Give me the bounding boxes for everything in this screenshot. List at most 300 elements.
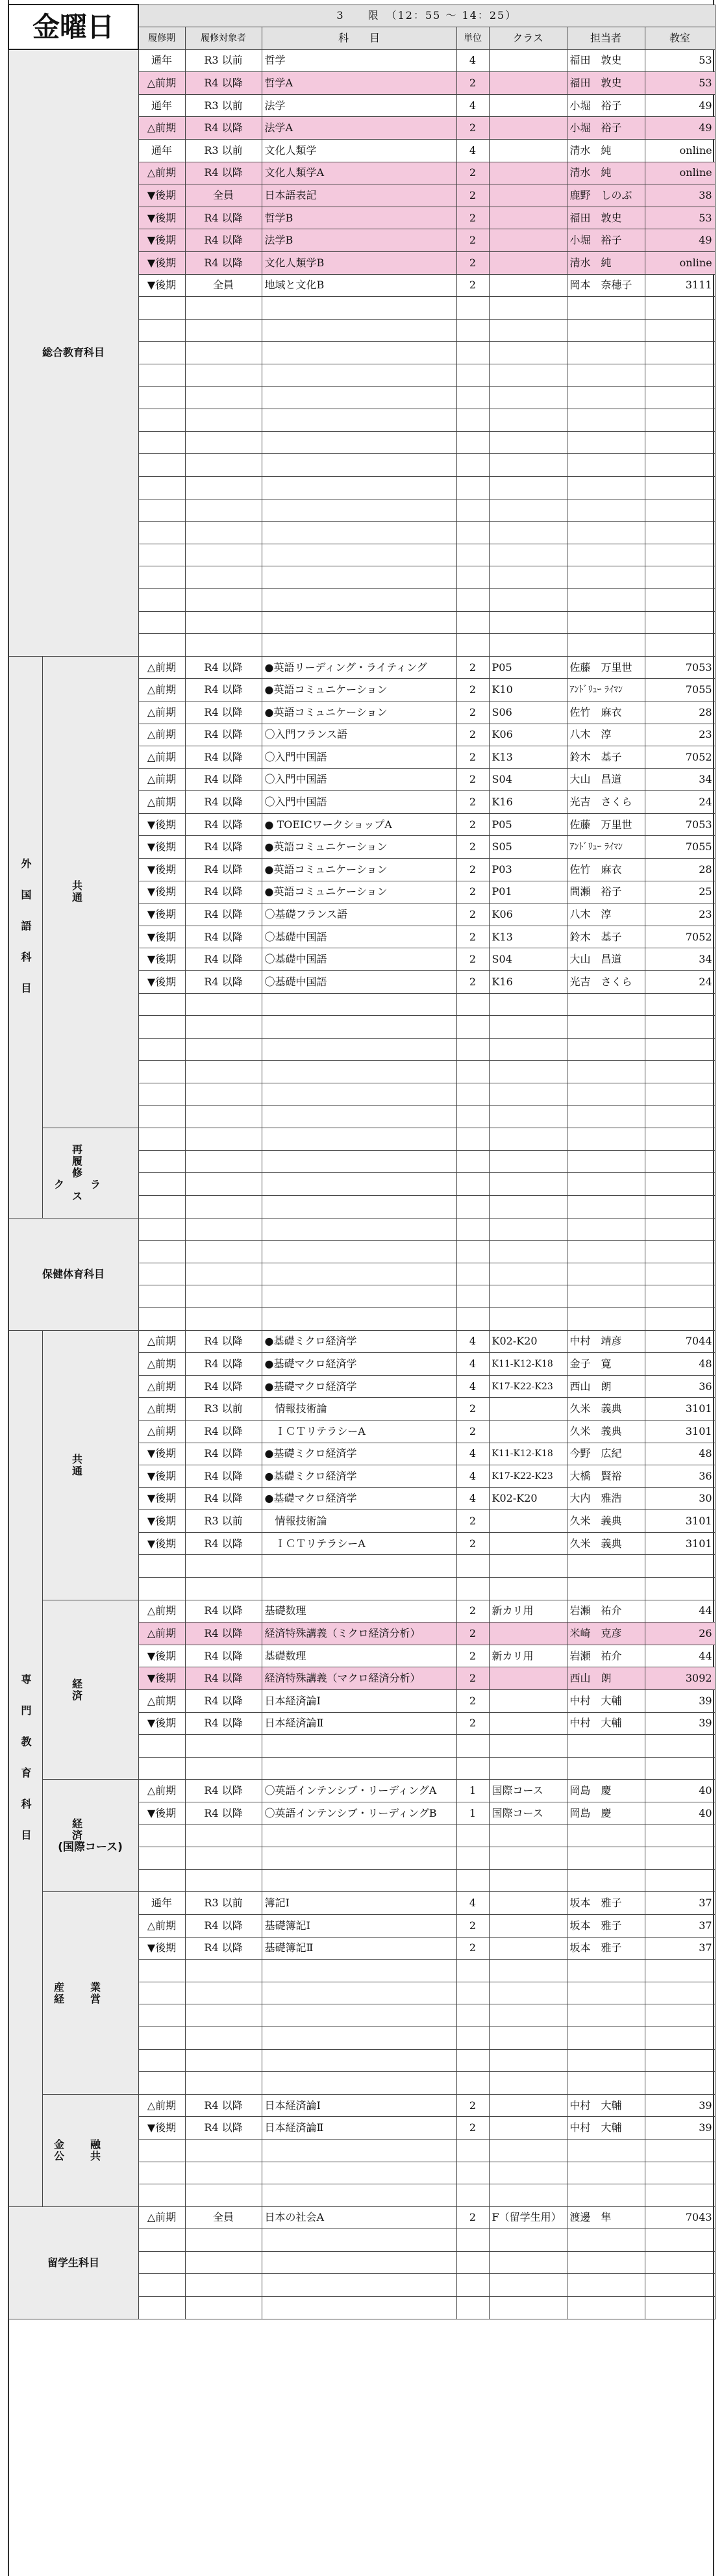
term-cell [138, 634, 185, 657]
class-cell: S05 [489, 836, 567, 859]
subsection-title [42, 1330, 145, 1600]
subject-cell [262, 1555, 456, 1578]
units-cell: 2 [456, 679, 489, 701]
target-cell [185, 1218, 262, 1241]
units-cell: 2 [456, 1623, 489, 1645]
room-cell [645, 319, 715, 342]
units-cell [456, 1285, 489, 1308]
teacher-cell: 佐藤 万里世 [567, 813, 645, 836]
term-cell: △前期 [138, 1420, 185, 1443]
room-cell [645, 993, 715, 1016]
teacher-cell [567, 2049, 645, 2072]
class-cell [489, 1420, 567, 1443]
subject-cell [262, 1083, 456, 1106]
term-cell [138, 1083, 185, 1106]
target-cell [185, 1263, 262, 1285]
room-cell: 24 [645, 971, 715, 994]
class-cell [489, 1667, 567, 1690]
units-cell [456, 1263, 489, 1285]
teacher-cell: 中村 大輔 [567, 2117, 645, 2140]
section-title-text: 外国語科目 [19, 857, 32, 1014]
room-cell: 38 [645, 184, 715, 207]
teacher-cell [567, 319, 645, 342]
term-cell [138, 409, 185, 432]
class-cell [489, 184, 567, 207]
class-cell [489, 566, 567, 589]
target-cell: R4 以降 [185, 746, 262, 769]
subject-cell [262, 1578, 456, 1600]
target-cell [185, 1061, 262, 1083]
term-cell [138, 611, 185, 634]
course-row [8, 1780, 715, 1802]
class-cell: K17-K22-K23 [489, 1465, 567, 1488]
target-cell: R4 以降 [185, 836, 262, 859]
units-cell [456, 588, 489, 611]
class-cell: K13 [489, 746, 567, 769]
term-cell: ▼後期 [138, 229, 185, 252]
target-cell: 全員 [185, 184, 262, 207]
class-cell: 国際コース [489, 1780, 567, 1802]
term-cell: ▼後期 [138, 2117, 185, 2140]
units-cell: 2 [456, 1420, 489, 1443]
target-cell: R4 以降 [185, 1645, 262, 1667]
units-cell [456, 1105, 489, 1128]
term-cell [138, 1173, 185, 1196]
units-cell [456, 2184, 489, 2207]
room-cell: 3092 [645, 1667, 715, 1690]
term-cell: △前期 [138, 1623, 185, 1645]
room-cell [645, 522, 715, 544]
teacher-cell: 佐藤 万里世 [567, 656, 645, 679]
room-cell [645, 2251, 715, 2274]
class-cell: 国際コース [489, 1802, 567, 1825]
subject-cell [262, 588, 456, 611]
units-cell: 2 [456, 1914, 489, 1937]
room-cell [645, 1285, 715, 1308]
teacher-cell: 久米 義典 [567, 1420, 645, 1443]
room-cell [645, 2004, 715, 2027]
units-cell: 4 [456, 1487, 489, 1510]
term-cell: ▼後期 [138, 1645, 185, 1667]
term-cell [138, 1960, 185, 1982]
room-cell [645, 476, 715, 499]
units-cell [456, 2274, 489, 2297]
class-cell [489, 319, 567, 342]
term-cell: ▼後期 [138, 1443, 185, 1465]
section-title [8, 1330, 42, 2206]
target-cell [185, 1038, 262, 1061]
subject-cell [262, 342, 456, 364]
units-cell: 2 [456, 1937, 489, 1960]
room-cell [645, 1173, 715, 1196]
subject-cell: 〇基礎中国語 [262, 971, 456, 994]
class-cell [489, 364, 567, 387]
teacher-cell: 小堀 裕子 [567, 117, 645, 140]
class-cell [489, 634, 567, 657]
target-cell [185, 1555, 262, 1578]
units-cell: 2 [456, 813, 489, 836]
class-cell [489, 229, 567, 252]
class-cell [489, 274, 567, 297]
target-cell: R4 以降 [185, 1690, 262, 1713]
class-cell [489, 1623, 567, 1645]
class-cell [489, 1173, 567, 1196]
target-cell: R4 以降 [185, 679, 262, 701]
teacher-cell: 光吉 さくら [567, 971, 645, 994]
room-cell: 3101 [645, 1532, 715, 1555]
term-cell: ▼後期 [138, 926, 185, 948]
target-cell: R4 以降 [185, 701, 262, 724]
teacher-cell [567, 1241, 645, 1263]
term-cell [138, 1847, 185, 1870]
target-cell [185, 1982, 262, 2004]
teacher-cell [567, 634, 645, 657]
class-cell [489, 1937, 567, 1960]
term-cell [138, 993, 185, 1016]
target-cell: R3 以前 [185, 1398, 262, 1421]
teacher-cell [567, 1263, 645, 1285]
term-cell: ▼後期 [138, 1667, 185, 1690]
target-cell: R3 以前 [185, 49, 262, 72]
room-cell [645, 611, 715, 634]
class-cell [489, 1847, 567, 1870]
target-cell [185, 1195, 262, 1218]
teacher-cell [567, 544, 645, 566]
teacher-cell [567, 1735, 645, 1758]
subject-cell: 法学A [262, 117, 456, 140]
term-cell: △前期 [138, 1353, 185, 1376]
class-cell [489, 2229, 567, 2252]
term-cell [138, 1150, 185, 1173]
target-cell: R4 以降 [185, 903, 262, 926]
teacher-cell [567, 1083, 645, 1106]
subsection-title [42, 1128, 138, 1218]
subject-cell [262, 2274, 456, 2297]
teacher-cell: 金子 寛 [567, 1353, 645, 1376]
units-cell: 2 [456, 2206, 489, 2229]
term-cell [138, 2072, 185, 2095]
target-cell [185, 409, 262, 432]
class-cell [489, 1555, 567, 1578]
units-cell: 2 [456, 1532, 489, 1555]
subject-cell [262, 2027, 456, 2049]
subsection-title-text: 再 履 修 クラス [54, 1143, 127, 1202]
target-cell: R3 以前 [185, 1892, 262, 1915]
target-cell [185, 386, 262, 409]
teacher-cell: 小堀 裕子 [567, 229, 645, 252]
room-cell [645, 1847, 715, 1870]
section-title: 総合教育科目 [8, 49, 138, 656]
target-cell: R4 以降 [185, 1937, 262, 1960]
teacher-cell: 福田 敦史 [567, 49, 645, 72]
target-cell [185, 566, 262, 589]
units-cell: 1 [456, 1802, 489, 1825]
teacher-cell: 今野 広紀 [567, 1443, 645, 1465]
units-cell [456, 319, 489, 342]
subject-cell: 文化人類学A [262, 162, 456, 184]
units-cell [456, 1016, 489, 1039]
teacher-cell: 福田 敦史 [567, 72, 645, 95]
term-cell: △前期 [138, 1330, 185, 1353]
units-cell [456, 2162, 489, 2184]
subject-cell: 哲学B [262, 207, 456, 229]
target-cell [185, 431, 262, 454]
subject-cell [262, 1960, 456, 1982]
term-cell [138, 1263, 185, 1285]
room-cell: 49 [645, 117, 715, 140]
room-cell: 25 [645, 881, 715, 903]
subject-cell [262, 2139, 456, 2162]
target-cell: R4 以降 [185, 252, 262, 275]
period-header: 3 限 （12：55 〜 14：25） [138, 5, 715, 27]
term-cell: △前期 [138, 656, 185, 679]
target-cell [185, 2251, 262, 2274]
class-cell [489, 522, 567, 544]
room-cell: 3101 [645, 1398, 715, 1421]
units-cell: 2 [456, 791, 489, 814]
teacher-cell: 鈴木 基子 [567, 746, 645, 769]
units-cell [456, 1578, 489, 1600]
units-cell [456, 297, 489, 320]
units-cell [456, 1982, 489, 2004]
class-cell: P01 [489, 881, 567, 903]
units-cell: 1 [456, 1780, 489, 1802]
class-cell [489, 1735, 567, 1758]
class-cell [489, 1960, 567, 1982]
class-cell [489, 2094, 567, 2117]
teacher-cell: 岡本 奈穂子 [567, 274, 645, 297]
room-cell [645, 454, 715, 477]
teacher-cell: 岩瀬 祐介 [567, 1645, 645, 1667]
room-cell: 28 [645, 859, 715, 881]
term-cell [138, 297, 185, 320]
target-cell: R4 以降 [185, 656, 262, 679]
units-cell [456, 2229, 489, 2252]
units-cell [456, 1173, 489, 1196]
class-cell: K13 [489, 926, 567, 948]
subject-cell: ●基礎マクロ経済学 [262, 1487, 456, 1510]
teacher-cell [567, 1105, 645, 1128]
units-cell: 2 [456, 207, 489, 229]
teacher-cell: 佐竹 麻衣 [567, 701, 645, 724]
teacher-cell [567, 364, 645, 387]
subject-cell [262, 297, 456, 320]
subject-cell [262, 1173, 456, 1196]
class-cell [489, 1307, 567, 1330]
room-cell [645, 1150, 715, 1173]
subject-cell: 〇基礎中国語 [262, 926, 456, 948]
term-cell [138, 1735, 185, 1758]
units-cell [456, 476, 489, 499]
units-cell [456, 2049, 489, 2072]
target-cell: R3 以前 [185, 140, 262, 162]
room-cell: 7055 [645, 679, 715, 701]
target-cell [185, 634, 262, 657]
subject-cell [262, 499, 456, 522]
term-cell [138, 1128, 185, 1151]
units-cell [456, 1869, 489, 1892]
term-cell: ▼後期 [138, 1937, 185, 1960]
units-cell: 2 [456, 836, 489, 859]
room-cell [645, 2274, 715, 2297]
term-cell [138, 499, 185, 522]
target-cell: R4 以降 [185, 791, 262, 814]
units-cell: 2 [456, 2094, 489, 2117]
section-title-text: 専門教育科目 [19, 1673, 32, 1861]
term-cell [138, 1016, 185, 1039]
room-cell: 44 [645, 1645, 715, 1667]
class-cell: K10 [489, 679, 567, 701]
target-cell [185, 2027, 262, 2049]
class-cell [489, 2004, 567, 2027]
units-cell [456, 2027, 489, 2049]
teacher-cell: 大山 昌道 [567, 768, 645, 791]
term-cell [138, 2162, 185, 2184]
class-cell: K11-K12-K18 [489, 1443, 567, 1465]
units-cell: 2 [456, 926, 489, 948]
term-cell: ▼後期 [138, 1465, 185, 1488]
room-cell [645, 2184, 715, 2207]
teacher-cell [567, 2229, 645, 2252]
room-cell: 3111 [645, 274, 715, 297]
term-cell: ▼後期 [138, 1487, 185, 1510]
class-cell [489, 162, 567, 184]
teacher-cell [567, 454, 645, 477]
term-cell [138, 2274, 185, 2297]
teacher-cell [567, 1038, 645, 1061]
class-cell: K06 [489, 903, 567, 926]
room-cell [645, 1105, 715, 1128]
subject-cell [262, 1128, 456, 1151]
units-cell [456, 2072, 489, 2095]
target-cell: R4 以降 [185, 724, 262, 746]
target-cell [185, 2297, 262, 2319]
room-cell [645, 1241, 715, 1263]
teacher-cell [567, 522, 645, 544]
term-cell: △前期 [138, 162, 185, 184]
room-cell: 53 [645, 207, 715, 229]
teacher-cell: 中村 靖彦 [567, 1330, 645, 1353]
term-cell [138, 2027, 185, 2049]
empty-row [8, 1128, 715, 1151]
teacher-cell [567, 1578, 645, 1600]
term-cell [138, 1241, 185, 1263]
teacher-cell: 大山 昌道 [567, 948, 645, 971]
term-cell [138, 2139, 185, 2162]
units-cell: 2 [456, 1510, 489, 1533]
room-cell [645, 1869, 715, 1892]
target-cell [185, 1105, 262, 1128]
room-cell [645, 342, 715, 364]
subsection-note: (国際コース) [58, 1841, 123, 1854]
teacher-cell: 久米 義典 [567, 1510, 645, 1533]
term-cell: ▼後期 [138, 903, 185, 926]
target-cell [185, 1825, 262, 1847]
term-cell: 通年 [138, 49, 185, 72]
teacher-cell [567, 2297, 645, 2319]
units-cell: 2 [456, 1712, 489, 1735]
units-cell: 4 [456, 1375, 489, 1398]
room-cell: 7055 [645, 836, 715, 859]
class-cell [489, 297, 567, 320]
units-cell [456, 364, 489, 387]
term-cell [138, 1578, 185, 1600]
teacher-cell [567, 588, 645, 611]
units-cell: 2 [456, 162, 489, 184]
units-cell: 2 [456, 768, 489, 791]
course-row [8, 2206, 715, 2229]
col-subject: 科 目 [262, 27, 456, 50]
subject-cell: ●英語コミュニケーション [262, 836, 456, 859]
subject-cell [262, 476, 456, 499]
subject-cell: ＩＣＴリテラシーA [262, 1532, 456, 1555]
course-row [8, 49, 715, 72]
class-cell [489, 1712, 567, 1735]
teacher-cell [567, 386, 645, 409]
units-cell [456, 1061, 489, 1083]
subject-cell [262, 1038, 456, 1061]
units-cell [456, 1083, 489, 1106]
subject-cell [262, 2229, 456, 2252]
class-cell [489, 342, 567, 364]
class-cell [489, 1869, 567, 1892]
room-cell: 28 [645, 701, 715, 724]
class-cell [489, 544, 567, 566]
target-cell [185, 319, 262, 342]
subject-cell: 法学 [262, 94, 456, 117]
subject-cell [262, 2049, 456, 2072]
class-cell: K16 [489, 971, 567, 994]
room-cell [645, 634, 715, 657]
teacher-cell: 鈴木 基子 [567, 926, 645, 948]
class-cell [489, 1510, 567, 1533]
room-cell: 49 [645, 94, 715, 117]
course-row [8, 2094, 715, 2117]
term-cell: △前期 [138, 2206, 185, 2229]
subject-cell [262, 2162, 456, 2184]
class-cell [489, 2297, 567, 2319]
units-cell: 2 [456, 746, 489, 769]
room-cell: 3101 [645, 1510, 715, 1533]
class-cell: K17-K22-K23 [489, 1375, 567, 1398]
term-cell: △前期 [138, 768, 185, 791]
room-cell: 36 [645, 1465, 715, 1488]
class-cell [489, 1150, 567, 1173]
room-cell [645, 566, 715, 589]
term-cell: △前期 [138, 1375, 185, 1398]
units-cell [456, 611, 489, 634]
target-cell: R4 以降 [185, 1465, 262, 1488]
term-cell [138, 1285, 185, 1308]
term-cell: △前期 [138, 746, 185, 769]
subject-cell: 地域と文化B [262, 274, 456, 297]
units-cell: 2 [456, 1600, 489, 1623]
room-cell: online [645, 252, 715, 275]
room-cell [645, 1128, 715, 1151]
teacher-cell [567, 409, 645, 432]
subject-cell: ●基礎ミクロ経済学 [262, 1465, 456, 1488]
class-cell [489, 1241, 567, 1263]
room-cell: 37 [645, 1892, 715, 1915]
room-cell [645, 1218, 715, 1241]
term-cell: ▼後期 [138, 1802, 185, 1825]
term-cell: ▼後期 [138, 207, 185, 229]
term-cell [138, 364, 185, 387]
teacher-cell [567, 1869, 645, 1892]
room-cell: 34 [645, 768, 715, 791]
term-cell [138, 319, 185, 342]
room-cell [645, 1555, 715, 1578]
